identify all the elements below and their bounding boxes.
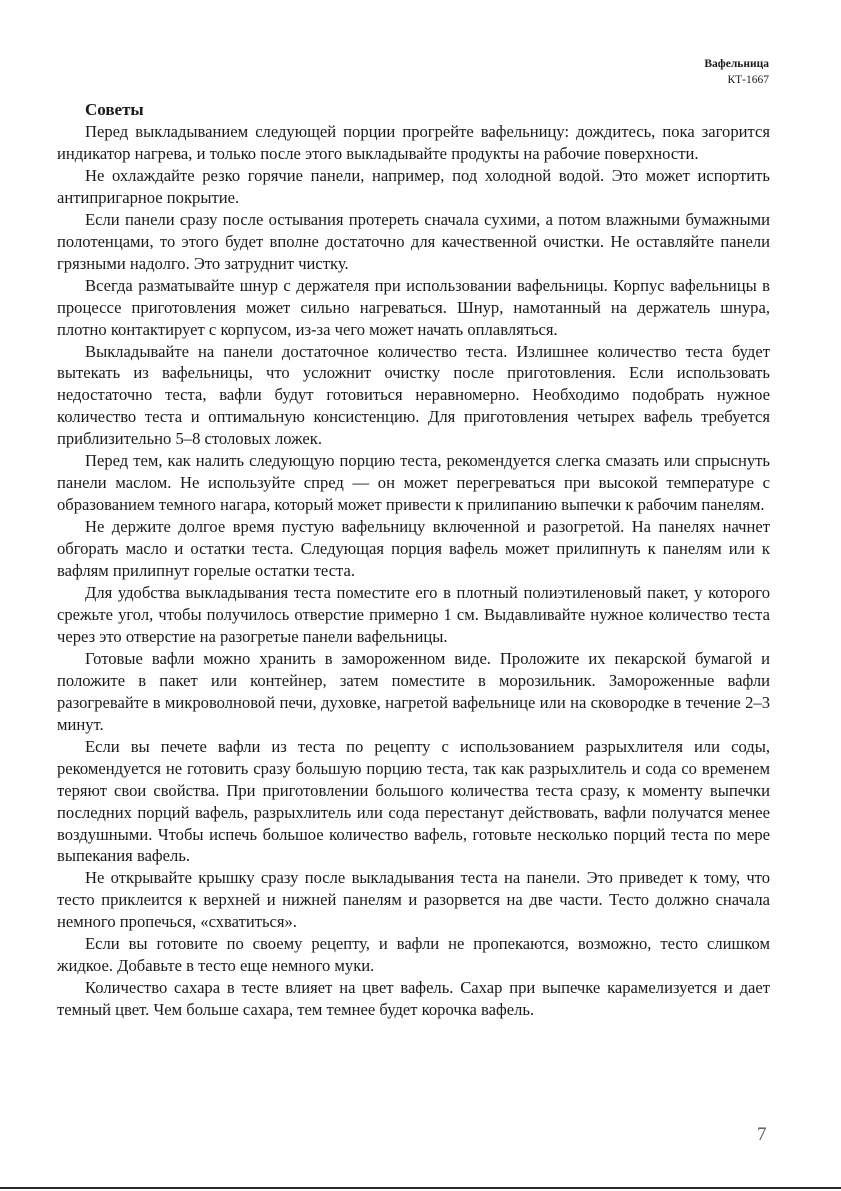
tip-paragraph: Если вы печете вафли из теста по рецепту с использованием разрыхлителя или соды, рекомендуется не готовить сразу большую порцию теста, так как разрыхлитель и сода со временем теряют свои свойства. При приготовлении большого количества теста сразу, к моменту выпечки последних порций вафель, разрыхлитель или сода перестанут действовать, вафли получатся менее воздушными. Чтобы испечь большое количество вафель, готовьте несколько порций теста по мере выпекания вафель. <box>57 736 770 866</box>
tip-paragraph: Не держите долгое время пустую вафельницу включенной и разогретой. На панелях начнет обгорать масло и остатки теста. Следующая порция вафель может прилипнуть к панелям или к вафлям прилипнут горелые остатки теста. <box>57 517 770 581</box>
tip-paragraph: Не открывайте крышку сразу после выкладывания теста на панели. Это приведет к тому, что тесто приклеится к верхней и нижней панелям и разорвется на две части. Тесто должно сначала немного пропечься, «схватиться». <box>57 868 770 932</box>
tip-paragraph: Количество сахара в тесте влияет на цвет вафель. Сахар при выпечке карамелизуется и дает темный цвет. Чем больше сахара, тем темнее будет корочка вафель. <box>57 978 770 1020</box>
tip-paragraph: Перед выкладыванием следующей порции прогрейте вафельницу: дождитесь, пока загорится индикатор нагрева, и только после этого выкладывайте продукты на рабочие поверхности. <box>57 122 770 163</box>
tip-paragraph: Для удобства выкладывания теста поместите его в плотный полиэтиленовый пакет, у которого срежьте угол, чтобы получилось отверстие примерно 1 см. Выдавливайте нужное количество теста через это отверстие на разогретые панели вафельницы. <box>57 583 770 646</box>
page-number: 7 <box>757 1124 767 1145</box>
header-product-name: Вафельница <box>704 58 769 70</box>
header-model-number: КТ-1667 <box>727 74 769 86</box>
bottom-divider <box>0 1187 841 1189</box>
tip-paragraph: Перед тем, как налить следующую порцию теста, рекомендуется слегка смазать или спрыснуть панели маслом. Не используйте спред — он может перегреваться при высокой температуре с образованием темного нагара, который может привести к прилипанию выпечки к рабочим панелям. <box>57 451 770 515</box>
tips-section <box>57 99 770 1021</box>
page-header <box>704 56 769 88</box>
tip-paragraph: Если панели сразу после остывания протереть сначала сухими, а потом влажными бумажными полотенцами, то этого будет вполне достаточно для качественной очистки. Не оставляйте панели грязными надолго. Это затруднит чистку. <box>57 209 770 273</box>
tip-paragraph: Выкладывайте на панели достаточное количество теста. Излишнее количество теста будет вытекать из вафельницы, что усложнит очистку после приготовления. Если использовать недостаточно теста, вафли будут готовиться неравномерно. Необходимо подобрать нужное количество теста и оптимальную консистенцию. Для приготовления четырех вафель требуется приблизительно 5–8 столовых ложек. <box>57 341 770 449</box>
tip-paragraph: Готовые вафли можно хранить в замороженном виде. Проложите их пекарской бумагой и положите в пакет или контейнер, затем поместите в морозильник. Замороженные вафли разогревайте в микроволновой печи, духовке, нагретой вафельнице или на сковородке в течение 2–3 минут. <box>57 648 770 734</box>
tip-paragraph: Не охлаждайте резко горячие панели, например, под холодной водой. Это может испортить антипригарное покрытие. <box>57 165 770 207</box>
section-title: Советы <box>85 100 144 119</box>
tip-paragraph: Если вы готовите по своему рецепту, и вафли не пропекаются, возможно, тесто слишком жидкое. Добавьте в тесто еще немного муки. <box>57 934 770 976</box>
tip-paragraph: Всегда разматывайте шнур с держателя при использовании вафельницы. Корпус вафельницы в процессе приготовления может сильно нагреваться. Шнур, намотанный на держатель шнура, плотно контактирует с корпусом, из-за чего может начать оплавляться. <box>57 275 770 339</box>
